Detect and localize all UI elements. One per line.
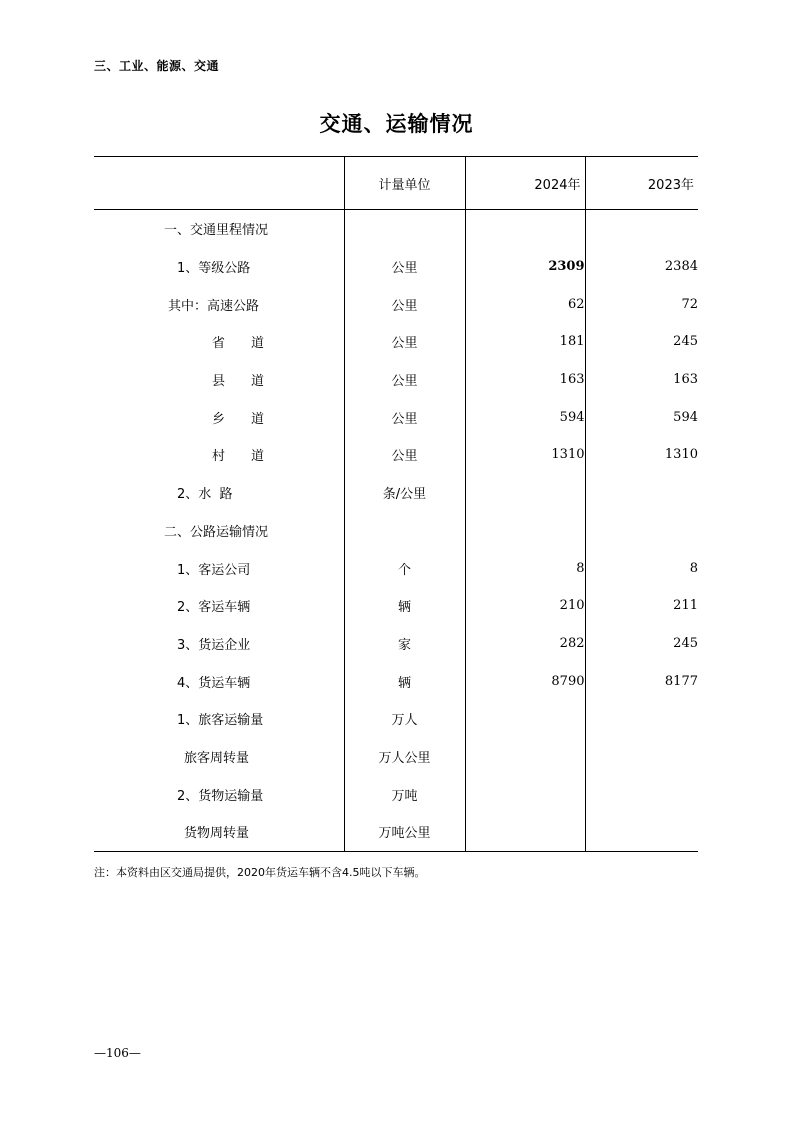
row-value-2023 [585, 775, 698, 813]
row-item: 其中：高速公路 [168, 298, 260, 314]
row-unit: 条/公里 [344, 474, 465, 512]
row-value-2024: 2309 [465, 248, 585, 286]
row-unit [344, 512, 465, 550]
row-value-2023: 8177 [585, 662, 698, 700]
row-value-2023 [585, 738, 698, 776]
row-value-2024: 181 [465, 323, 585, 361]
row-value-2023: 72 [585, 285, 698, 323]
row-value-2024 [465, 474, 585, 512]
table-row [94, 474, 698, 512]
row-unit: 公里 [344, 361, 465, 399]
table-row [94, 587, 698, 625]
table-row [94, 662, 698, 700]
header-year-2024: 2024年 [465, 157, 585, 210]
row-value-2024: 210 [465, 587, 585, 625]
transport-table [94, 156, 698, 852]
row-item: 1、客运公司 [177, 562, 251, 578]
row-value-2024 [465, 512, 585, 550]
row-unit: 个 [344, 549, 465, 587]
table-row [94, 512, 698, 550]
row-unit: 万吨公里 [344, 813, 465, 851]
row-value-2023 [585, 700, 698, 738]
row-unit: 公里 [344, 323, 465, 361]
row-value-2023 [585, 210, 698, 248]
row-value-2024 [465, 700, 585, 738]
row-item: 货物周转量 [94, 813, 344, 851]
row-value-2023: 1310 [585, 436, 698, 474]
table-row [94, 398, 698, 436]
row-unit: 家 [344, 625, 465, 663]
row-item: 2、水 路 [177, 487, 233, 503]
row-value-2024 [465, 813, 585, 851]
row-value-2024: 594 [465, 398, 585, 436]
row-item: 村 道 [212, 449, 265, 465]
row-value-2024: 62 [465, 285, 585, 323]
row-unit: 公里 [344, 398, 465, 436]
row-item: 2、货物运输量 [177, 788, 264, 804]
row-value-2023: 2384 [585, 248, 698, 286]
page-title: 交通、运输情况 [319, 112, 474, 136]
row-item: 2、客运车辆 [177, 600, 251, 616]
table-row [94, 436, 698, 474]
row-value-2023 [585, 512, 698, 550]
row-unit: 辆 [344, 587, 465, 625]
row-value-2024: 282 [465, 625, 585, 663]
row-item: 省 道 [212, 336, 265, 352]
row-item: 乡 道 [212, 411, 265, 427]
section-header: 三、工业、能源、交通 [94, 59, 220, 73]
header-year-2023: 2023年 [585, 157, 698, 210]
row-value-2023: 8 [585, 549, 698, 587]
table-row [94, 549, 698, 587]
row-value-2023: 245 [585, 323, 698, 361]
row-value-2024 [465, 738, 585, 776]
row-value-2024 [465, 775, 585, 813]
row-value-2023: 594 [585, 398, 698, 436]
table-row [94, 210, 698, 248]
row-value-2023: 163 [585, 361, 698, 399]
row-unit: 万吨 [344, 775, 465, 813]
row-value-2024: 8 [465, 549, 585, 587]
row-unit: 公里 [344, 436, 465, 474]
table-row [94, 775, 698, 813]
header-unit: 计量单位 [344, 157, 465, 210]
table-row [94, 625, 698, 663]
row-value-2023: 211 [585, 587, 698, 625]
row-item: 4、货运车辆 [177, 675, 251, 691]
row-item: 旅客周转量 [184, 750, 250, 766]
row-value-2024 [465, 210, 585, 248]
row-value-2023 [585, 813, 698, 851]
row-value-2024: 163 [465, 361, 585, 399]
row-value-2023: 245 [585, 625, 698, 663]
table-row [94, 361, 698, 399]
table-header-row [94, 157, 698, 210]
table-row [94, 323, 698, 361]
row-value-2023 [585, 474, 698, 512]
row-unit: 万人 [344, 700, 465, 738]
row-value-2024: 8790 [465, 662, 585, 700]
row-value-2024: 1310 [465, 436, 585, 474]
row-item: 1、等级公路 [177, 261, 251, 277]
row-item: 县 道 [212, 374, 265, 390]
table-row [94, 738, 698, 776]
row-item: 一、交通里程情况 [164, 223, 269, 239]
page-number: —106— [94, 1046, 141, 1060]
row-item: 3、货运企业 [177, 637, 251, 653]
row-unit: 公里 [344, 285, 465, 323]
row-unit [344, 210, 465, 248]
row-unit: 辆 [344, 662, 465, 700]
row-item: 二、公路运输情况 [164, 524, 269, 540]
footnote: 注：本资料由区交通局提供，2020年货运车辆不含4.5吨以下车辆。 [94, 866, 426, 879]
row-unit: 公里 [344, 248, 465, 286]
table-row [94, 285, 698, 323]
row-unit: 万人公里 [344, 738, 465, 776]
table-row [94, 813, 698, 851]
row-item: 1、旅客运输量 [177, 713, 264, 729]
header-item [94, 157, 344, 210]
table-row [94, 248, 698, 286]
table-row [94, 700, 698, 738]
